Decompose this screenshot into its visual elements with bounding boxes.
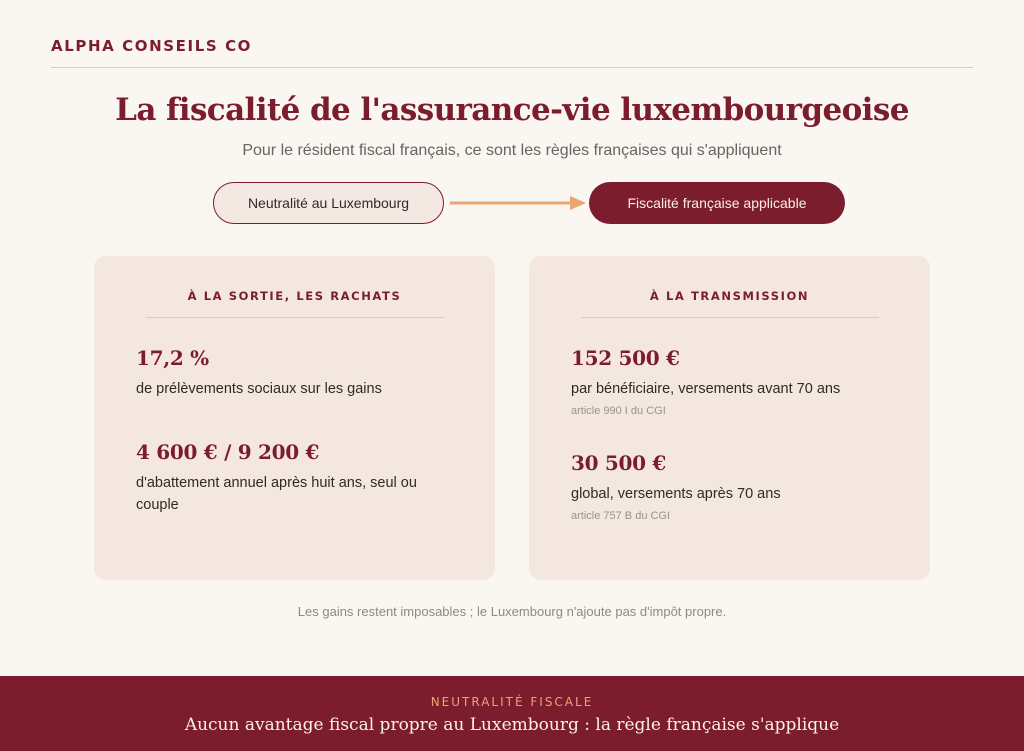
- stat-block: [136, 440, 426, 516]
- card-divider: [146, 317, 444, 318]
- stat-description: de prélèvements sociaux sur les gains: [136, 381, 382, 397]
- withdrawals-card: [94, 256, 495, 580]
- page-subtitle: Pour le résident fiscal français, ce sont les règles françaises qui s'appliquent: [242, 142, 782, 159]
- card-heading: À LA TRANSMISSION: [649, 289, 810, 303]
- footer-banner: [0, 676, 1024, 751]
- footer-kicker: NEUTRALITÉ FISCALE: [430, 695, 594, 709]
- stat-value: 30 500 €: [571, 451, 667, 475]
- header-divider: [51, 67, 973, 68]
- footer-statement: Aucun avantage fiscal propre au Luxembourg : la règle française s'applique: [184, 715, 840, 735]
- stat-value: 4 600 € / 9 200 €: [136, 440, 320, 464]
- stat-description: par bénéficiaire, versements avant 70 ans: [571, 381, 841, 397]
- footnote: Les gains restent imposables ; le Luxembourg n'ajoute pas d'impôt propre.: [297, 604, 727, 619]
- stat-block: [571, 451, 861, 522]
- card-heading: À LA SORTIE, LES RACHATS: [187, 289, 402, 303]
- arrow-right-icon: [450, 193, 586, 213]
- stat-description: d'abattement annuel après huit ans, seul ou couple: [136, 475, 417, 513]
- stat-value: 17,2 %: [136, 346, 209, 370]
- stat-description: global, versements après 70 ans: [571, 486, 781, 502]
- brand-name: ALPHA CONSEILS CO: [51, 37, 253, 55]
- luxembourg-neutrality-pill: [213, 182, 444, 224]
- transmission-card: [529, 256, 930, 580]
- legal-reference: article 757 B du CGI: [571, 510, 671, 522]
- french-taxation-label: Fiscalité française applicable: [627, 195, 807, 211]
- page-title: La fiscalité de l'assurance-vie luxembourgeoise: [115, 92, 909, 128]
- stat-value: 152 500 €: [571, 346, 680, 370]
- legal-reference: article 990 I du CGI: [571, 405, 666, 417]
- stat-block: [136, 346, 426, 400]
- card-divider: [581, 317, 879, 318]
- stat-block: [571, 346, 861, 417]
- luxembourg-neutrality-label: Neutralité au Luxembourg: [247, 195, 410, 211]
- french-taxation-pill: [589, 182, 845, 224]
